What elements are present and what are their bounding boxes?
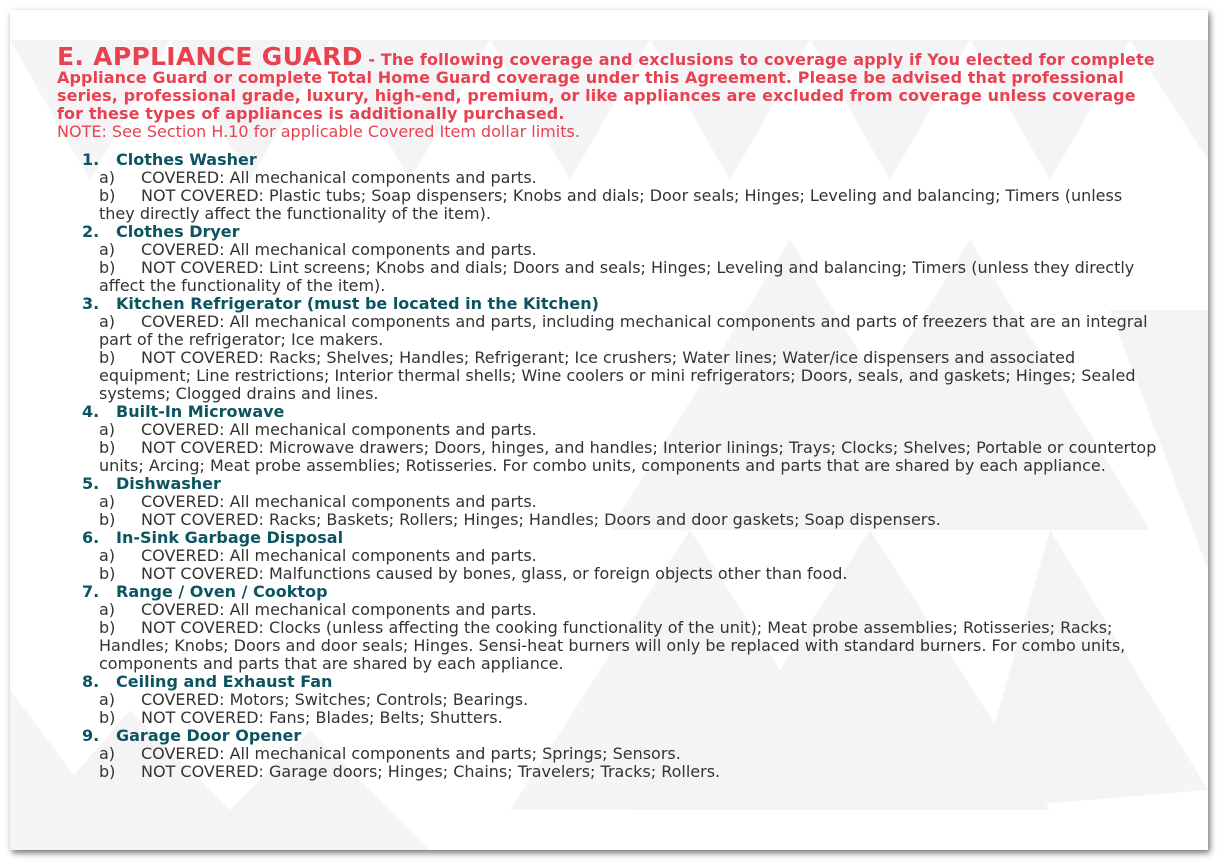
item-number: 8. xyxy=(82,672,100,691)
not-covered-line xyxy=(57,187,1157,223)
item-title xyxy=(57,403,1157,421)
not-covered-text: NOT COVERED: Garage doors; Hinges; Chains; Travelers; Tracks; Rollers. xyxy=(141,762,721,781)
covered-text: COVERED: All mechanical components and parts; Springs; Sensors. xyxy=(141,744,681,763)
covered-line xyxy=(57,691,1157,709)
not-covered-letter: b) xyxy=(99,708,116,727)
covered-line xyxy=(57,421,1157,439)
covered-text: COVERED: Motors; Switches; Controls; Bearings. xyxy=(141,690,529,709)
coverage-item xyxy=(57,583,1157,673)
covered-text: COVERED: All mechanical components and parts. xyxy=(141,600,537,619)
item-title xyxy=(57,529,1157,547)
covered-letter: a) xyxy=(99,168,116,187)
not-covered-text: NOT COVERED: Microwave drawers; Doors, hinges, and handles; Interior linings; Trays; Clocks; Shelves; Portable or countertop units; Arcing; Meat probe assemblies; Rotisseries. For combo units, components and parts that are shared by each appliance. xyxy=(99,438,1157,475)
coverage-item xyxy=(57,403,1157,475)
covered-letter: a) xyxy=(99,420,116,439)
item-title-text: Clothes Dryer xyxy=(116,222,240,241)
not-covered-text: NOT COVERED: Clocks (unless affecting the cooking functionality of the unit); Meat probe assemblies; Rotisseries; Racks; Handles; Knobs; Doors and door seals; Hinges. Sensi-heat burners will only be replaced with standard burners. For combo units, components and parts that are shared by each appliance. xyxy=(99,618,1126,673)
item-title xyxy=(57,727,1157,745)
item-title xyxy=(57,223,1157,241)
covered-text: COVERED: All mechanical components and parts. xyxy=(141,240,537,259)
item-title xyxy=(57,583,1157,601)
item-number: 9. xyxy=(82,726,100,745)
not-covered-line xyxy=(57,259,1157,295)
coverage-item-list xyxy=(57,151,1157,781)
covered-line xyxy=(57,493,1157,511)
item-title xyxy=(57,295,1157,313)
not-covered-letter: b) xyxy=(99,438,116,457)
covered-line xyxy=(57,241,1157,259)
coverage-item xyxy=(57,223,1157,295)
item-title-text: In-Sink Garbage Disposal xyxy=(116,528,344,547)
not-covered-text: NOT COVERED: Lint screens; Knobs and dials; Doors and seals; Hinges; Leveling and balancing; Timers (unless they directly affect the functionality of the item). xyxy=(99,258,1135,295)
item-title-text: Range / Oven / Cooktop xyxy=(116,582,328,601)
not-covered-letter: b) xyxy=(99,618,116,637)
covered-text: COVERED: All mechanical components and parts. xyxy=(141,168,537,187)
coverage-item xyxy=(57,673,1157,727)
item-title-text: Ceiling and Exhaust Fan xyxy=(116,672,333,691)
item-title-text: Built-In Microwave xyxy=(116,402,285,421)
coverage-item xyxy=(57,529,1157,583)
covered-line xyxy=(57,169,1157,187)
covered-letter: a) xyxy=(99,546,116,565)
not-covered-line xyxy=(57,349,1157,403)
not-covered-letter: b) xyxy=(99,348,116,367)
covered-letter: a) xyxy=(99,240,116,259)
covered-text: COVERED: All mechanical components and parts. xyxy=(141,546,537,565)
appliance-guard-section xyxy=(57,42,1157,781)
section-intro-text: - The following coverage and exclusions to coverage apply if You elected for complete Appliance Guard or complete Total Home Guard coverage under this Agreement. Please be advised that professional series, professional grade, luxury, high-end, premium, or like appliances are excluded from coverage unless coverage for these types of appliances is additionally purchased. xyxy=(57,50,1155,123)
section-heading: E. APPLIANCE GUARD xyxy=(57,42,363,71)
item-title xyxy=(57,151,1157,169)
coverage-item xyxy=(57,295,1157,403)
coverage-item xyxy=(57,151,1157,223)
section-note: NOTE: See Section H.10 for applicable Covered Item dollar limits. xyxy=(57,122,580,141)
item-number: 6. xyxy=(82,528,100,547)
not-covered-line xyxy=(57,565,1157,583)
item-number: 5. xyxy=(82,474,100,493)
item-number: 3. xyxy=(82,294,100,313)
item-number: 2. xyxy=(82,222,100,241)
covered-text: COVERED: All mechanical components and parts. xyxy=(141,420,537,439)
item-number: 4. xyxy=(82,402,100,421)
item-number: 7. xyxy=(82,582,100,601)
not-covered-text: NOT COVERED: Fans; Blades; Belts; Shutters. xyxy=(141,708,503,727)
not-covered-letter: b) xyxy=(99,186,116,205)
item-title-text: Dishwasher xyxy=(116,474,221,493)
item-title-text: Clothes Washer xyxy=(116,150,257,169)
covered-letter: a) xyxy=(99,600,116,619)
not-covered-text: NOT COVERED: Malfunctions caused by bones, glass, or foreign objects other than food. xyxy=(141,564,848,583)
not-covered-letter: b) xyxy=(99,258,116,277)
not-covered-line xyxy=(57,511,1157,529)
covered-letter: a) xyxy=(99,744,116,763)
covered-text: COVERED: All mechanical components and parts, including mechanical components and parts of freezers that are an integral part of the refrigerator; Ice makers. xyxy=(99,312,1148,349)
item-number: 1. xyxy=(82,150,100,169)
item-title xyxy=(57,475,1157,493)
coverage-item xyxy=(57,475,1157,529)
coverage-item xyxy=(57,727,1157,781)
covered-line xyxy=(57,313,1157,349)
covered-line xyxy=(57,547,1157,565)
covered-line xyxy=(57,601,1157,619)
not-covered-line xyxy=(57,709,1157,727)
covered-letter: a) xyxy=(99,492,116,511)
item-title-text: Kitchen Refrigerator (must be located in the Kitchen) xyxy=(116,294,599,313)
not-covered-text: NOT COVERED: Racks; Baskets; Rollers; Hinges; Handles; Doors and door gaskets; Soap dispensers. xyxy=(141,510,941,529)
item-title xyxy=(57,673,1157,691)
covered-letter: a) xyxy=(99,690,116,709)
document-page xyxy=(10,10,1208,850)
not-covered-line xyxy=(57,439,1157,475)
not-covered-letter: b) xyxy=(99,510,116,529)
section-intro xyxy=(57,42,1157,123)
covered-letter: a) xyxy=(99,312,116,331)
item-title-text: Garage Door Opener xyxy=(116,726,302,745)
covered-text: COVERED: All mechanical components and parts. xyxy=(141,492,537,511)
not-covered-letter: b) xyxy=(99,762,116,781)
not-covered-text: NOT COVERED: Racks; Shelves; Handles; Refrigerant; Ice crushers; Water lines; Water/ice dispensers and associated equipment; Line restrictions; Interior thermal shells; Wine coolers or mini refrigerators; Doors, seals, and gaskets; Hinges; Sealed systems; Clogged drains and lines. xyxy=(99,348,1136,403)
not-covered-line xyxy=(57,763,1157,781)
not-covered-letter: b) xyxy=(99,564,116,583)
covered-line xyxy=(57,745,1157,763)
not-covered-text: NOT COVERED: Plastic tubs; Soap dispensers; Knobs and dials; Door seals; Hinges; Leveling and balancing; Timers (unless they directly affect the functionality of the item). xyxy=(99,186,1123,223)
not-covered-line xyxy=(57,619,1157,673)
